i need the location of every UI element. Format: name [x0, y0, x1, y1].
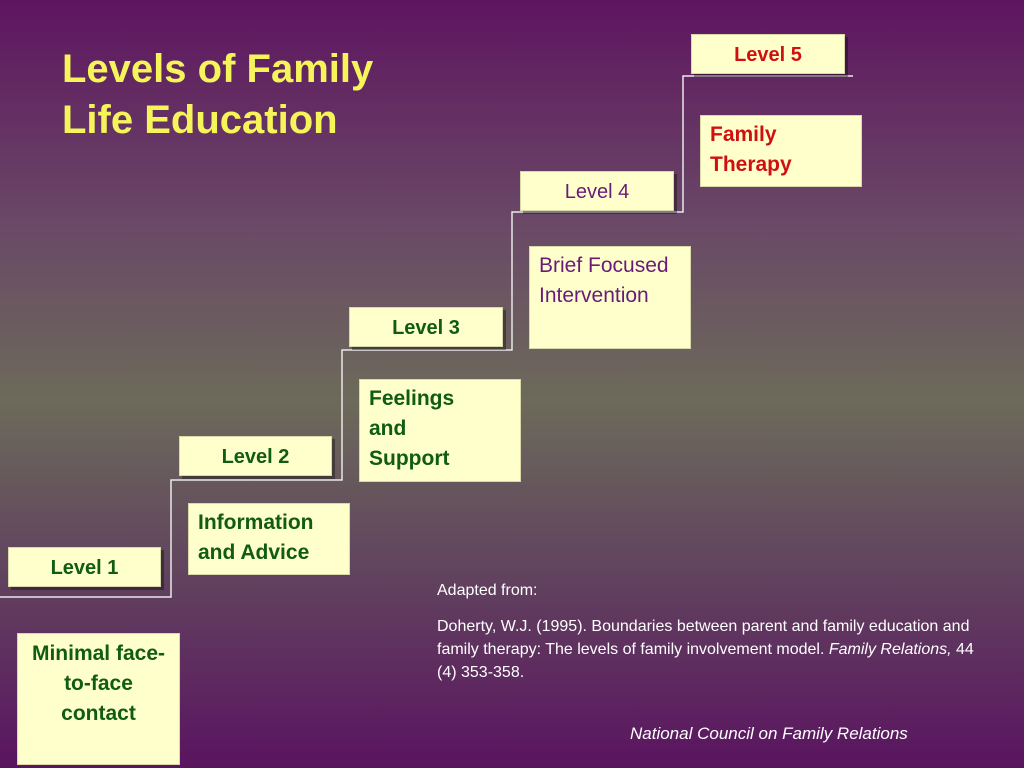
level-5-label-text: Level 5 — [734, 44, 802, 66]
level-2-label-text: Level 2 — [221, 446, 290, 468]
level-4-description-text: Brief Focused Intervention — [539, 254, 669, 307]
level-3-description — [359, 379, 521, 482]
title-line-2: Life Education — [62, 97, 338, 142]
level-1-label-text: Level 1 — [50, 557, 119, 579]
title-line-1: Levels of Family — [62, 47, 374, 91]
level-4-description — [529, 246, 691, 349]
citation-reference — [437, 615, 997, 684]
citation — [437, 579, 997, 684]
level-1-description — [17, 633, 180, 765]
level-3-description-text: Feelings and Support — [369, 387, 455, 470]
level-2-label — [179, 436, 332, 476]
level-2-description — [188, 503, 350, 575]
level-4-label — [520, 171, 674, 211]
level-5-description — [700, 115, 862, 187]
level-3-label-text: Level 3 — [392, 317, 460, 339]
citation-text: Doherty, W.J. (1995). Boundaries between parent and family education and family therapy: The levels of family involvement model. — [437, 618, 970, 658]
adapted-from-label: Adapted from: — [437, 582, 538, 599]
level-3-label — [349, 307, 503, 347]
level-1-description-text: Minimal face-to-face contact — [31, 642, 166, 725]
level-4-label-text: Level 4 — [564, 181, 630, 203]
footer-organization: National Council on Family Relations — [630, 724, 908, 743]
level-1-label — [8, 547, 161, 587]
citation-volume: 44 (4) 353-358. — [437, 641, 974, 681]
level-5-description-text: Family Therapy — [710, 123, 792, 176]
level-5-label — [691, 34, 845, 74]
level-2-description-text: Information and Advice — [198, 511, 314, 564]
citation-journal: Family Relations, — [828, 641, 952, 658]
